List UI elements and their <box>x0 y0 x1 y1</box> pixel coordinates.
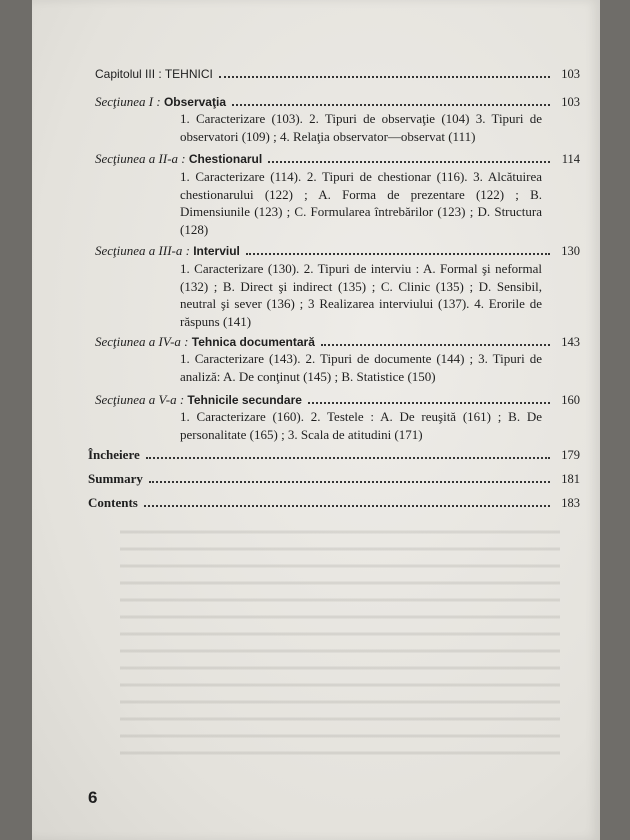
section-page: 103 <box>561 95 580 109</box>
section-prefix: Secţiunea a II-a : <box>95 151 186 166</box>
toc-contents <box>88 494 580 512</box>
section-title: Tehnica documentară <box>191 335 315 349</box>
leader-dots <box>246 252 550 255</box>
leader-dots <box>219 75 550 78</box>
section-title: Observaţia <box>163 95 226 109</box>
entry-page: 181 <box>561 472 580 486</box>
entry-title: Contents <box>88 495 138 510</box>
section-5-desc: 1. Caracterizare (160). 2. Testele : A. De reuşită (161) ; B. De personalitate (165) ; 3. Scala de atitudini (171) <box>180 409 542 442</box>
section-page: 160 <box>561 393 580 407</box>
section-1-desc: 1. Caracterizare (103). 2. Tipuri de observaţie (104) 3. Tipuri de observatori (109) ; 4. Relaţia observator—observat (111) <box>180 111 542 144</box>
section-title: Chestionarul <box>188 152 263 166</box>
section-page: 130 <box>561 244 580 258</box>
leader-dots <box>321 343 550 346</box>
leader-dots <box>308 401 550 404</box>
entry-page: 183 <box>561 496 580 510</box>
leader-dots <box>144 504 550 507</box>
leader-dots <box>232 103 550 106</box>
section-title: Tehnicile secundare <box>187 393 302 407</box>
section-2-desc: 1. Caracterizare (114). 2. Tipuri de chestionar (116). 3. Alcătuirea chestionarului (122) ; A. Forma de prezentare (122) ; B. Dimensiunile (123) ; C. Formularea întrebărilor (123) ; D. Structura (128) <box>180 169 542 237</box>
chapter-page: 103 <box>561 67 580 81</box>
chapter-title: Capitolul III : TEHNICI <box>95 67 213 81</box>
leader-dots <box>149 480 550 483</box>
toc-chapter <box>95 66 580 83</box>
section-page: 143 <box>561 335 580 349</box>
toc-incheiere <box>88 446 580 464</box>
section-prefix: Secţiunea a III-a : <box>95 243 190 258</box>
toc-summary <box>88 470 580 488</box>
section-prefix: Secţiunea I : <box>95 94 161 109</box>
toc-section-2 <box>95 150 580 168</box>
entry-page: 179 <box>561 448 580 462</box>
toc-section-4 <box>95 333 580 351</box>
toc-section-5 <box>95 391 580 409</box>
section-4-desc: 1. Caracterizare (143). 2. Tipuri de documente (144) ; 3. Tipuri de analiză: A. De conţinut (145) ; B. Statistice (150) <box>180 351 542 384</box>
entry-title: Summary <box>88 471 143 486</box>
toc-section-3 <box>95 242 580 260</box>
bleed-through-texture <box>120 520 560 760</box>
leader-dots <box>146 456 550 459</box>
section-title: Interviul <box>193 244 240 258</box>
section-prefix: Secţiunea a IV-a : <box>95 334 189 349</box>
section-prefix: Secţiunea a V-a : <box>95 392 185 407</box>
leader-dots <box>268 160 550 163</box>
toc-section-1 <box>95 93 580 111</box>
section-3-desc: 1. Caracterizare (130). 2. Tipuri de interviu : A. Formal şi neformal (132) ; B. Direct şi indirect (135) ; C. Clinic (135) ; D. Sensibil, neutral şi sever (136) ; 3 Realizarea interviului (137). 4. Erorile de răspuns (141) <box>180 261 542 329</box>
page-number: 6 <box>88 788 98 807</box>
section-page: 114 <box>561 152 580 166</box>
entry-title: Încheiere <box>88 447 140 462</box>
